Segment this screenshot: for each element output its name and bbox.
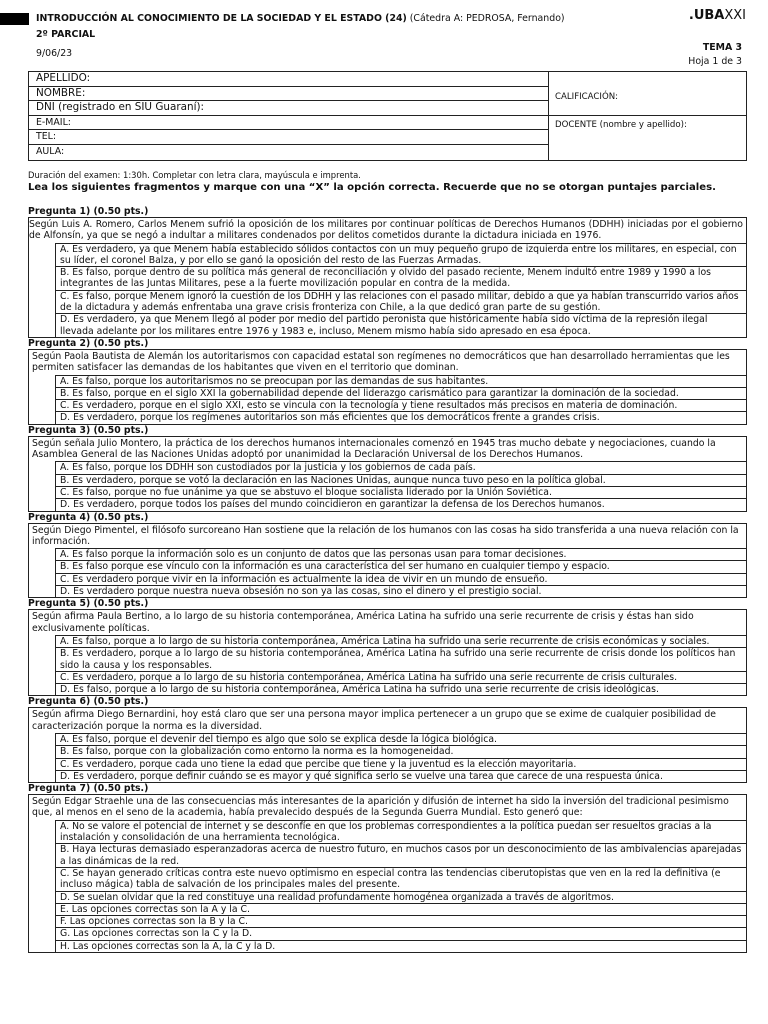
question-box: [28, 217, 747, 338]
option-b[interactable]: B. Es verdadero, porque se votó la declaración en las Naciones Unidas, aunque nunca tuvo peso en la política global.: [55, 474, 746, 486]
question-label: Pregunta 6) (0.50 pts.): [28, 696, 149, 708]
question-label: Pregunta 7) (0.50 pts.): [28, 783, 149, 795]
option-a[interactable]: A. No se valore el potencial de internet y se desconfíe en que los problemas correspondientes a la política puedan ser resueltos gracias a la instalación y consolidación de una herramienta tecnológica.: [55, 820, 746, 844]
option-e[interactable]: E. Las opciones correctas son la A y la C.: [55, 903, 746, 915]
exam-date: 9/06/23: [36, 48, 73, 59]
option-a[interactable]: A. Es falso, porque el devenir del tiempo es algo que solo se explica desde la lógica biológica.: [55, 733, 746, 745]
question-6: [28, 696, 747, 783]
option-a[interactable]: A. Es falso porque la información solo es un conjunto de datos que las personas usan para tomar decisiones.: [55, 548, 746, 560]
option-b[interactable]: B. Haya lecturas demasiado esperanzadoras acerca de nuestro futuro, en muchos casos por un desconocimiento de las ambivalencias aparejadas a las dinámicas de la red.: [55, 843, 746, 867]
option-a[interactable]: A. Es falso, porque los autoritarismos no se preocupan por las demandas de sus habitantes.: [55, 375, 746, 387]
header-black-bar: [0, 13, 29, 25]
question-2: [28, 338, 747, 425]
question-5: [28, 598, 747, 696]
option-c[interactable]: C. Es verdadero, porque a lo largo de su historia contemporánea, América Latina ha sufrido una serie recurrente de crisis culturales.: [55, 671, 746, 683]
field-nombre[interactable]: NOMBRE:: [29, 87, 548, 102]
questions-container: [28, 206, 747, 953]
option-g[interactable]: G. Las opciones correctas son la C y la D.: [55, 927, 746, 939]
question-stem: Según señala Julio Montero, la práctica de los derechos humanos internacionales comenzó en 1945 tras mucho debate y negociaciones, cuando la Asamblea General de las Naciones Unidas adoptó por unanimidad la Declaración Universal de los Derechos Humanos.: [32, 437, 716, 461]
question-label: Pregunta 3) (0.50 pts.): [28, 424, 149, 436]
question-1: [28, 206, 747, 338]
option-d[interactable]: D. Es falso, porque a lo largo de su historia contemporánea, América Latina ha sufrido una serie recurrente de crisis ideológicas.: [55, 683, 746, 695]
question-box: [28, 349, 747, 425]
question-4: [28, 512, 747, 599]
question-stem: Según afirma Paula Bertino, a lo largo de su historia contemporánea, América Latina ha sufrido una serie recurrente de crisis y éstas han sido exclusivamente políticas.: [32, 611, 694, 634]
question-box: [28, 523, 747, 599]
exam-instructions: Lea los siguientes fragmentos y marque con una “X” la opción correcta. Recuerde que no se otorgan puntajes parciales.: [28, 182, 716, 193]
option-c[interactable]: C. Es verdadero porque vivir en la información es actualmente la idea de vivir en un mundo de ensueño.: [55, 573, 746, 585]
option-d[interactable]: D. Es verdadero, porque los regímenes autoritarios son más eficientes que los democráticos frente a grandes crisis.: [55, 411, 746, 423]
option-d[interactable]: D. Es verdadero, porque todos los países del mundo coincidieron en garantizar la defensa de los Derechos humanos.: [55, 498, 746, 510]
question-box: [28, 436, 747, 512]
field-email[interactable]: E-MAIL:: [29, 116, 548, 131]
option-c[interactable]: C. Es verdadero, porque en el siglo XXI, esto se vincula con la tecnología y tiene resultados más precisos en materia de dominación.: [55, 399, 746, 411]
field-apellido[interactable]: APELLIDO:: [29, 72, 548, 87]
question-label: Pregunta 1) (0.50 pts.): [28, 206, 149, 217]
question-stem: Según Paola Bautista de Alemán los autoritarismos con capacidad estatal son regímenes no democráticos que han desarrollado herramientas que les permiten satisfacer las demandas de los habitantes que viven en el territorio que dominan.: [32, 350, 730, 374]
uba-logo: .UBAXXI: [688, 8, 746, 23]
option-c[interactable]: C. Es falso, porque no fue unánime ya que se abstuvo el bloque socialista liderado por la Unión Soviética.: [55, 486, 746, 498]
docente-label: DOCENTE (nombre y apellido):: [555, 120, 687, 130]
option-b[interactable]: B. Es falso, porque con la globalización como entorno la norma es la homogeneidad.: [55, 745, 746, 757]
exam-title: 2º PARCIAL: [36, 29, 96, 40]
option-c[interactable]: C. Es falso, porque Menem ignoró la cuestión de los DDHH y las relaciones con el pasado militar, debido a que ya habían transcurrido varios años de la dictadura y además enfrentaba una grave crisis fronteriza con Chile, a la que dedicó gran parte de su gestión.: [55, 290, 746, 314]
question-label: Pregunta 2) (0.50 pts.): [28, 337, 149, 349]
option-b[interactable]: B. Es falso porque ese vínculo con la información es una característica del ser humano en cualquier tiempo y espacio.: [55, 560, 746, 572]
grading-divider: [548, 115, 746, 116]
field-aula[interactable]: AULA:: [36, 145, 65, 157]
question-label: Pregunta 4) (0.50 pts.): [28, 511, 149, 523]
question-box: [28, 707, 747, 783]
option-d[interactable]: D. Es verdadero porque nuestra nueva obsesión no son ya las cosas, sino el dinero y el prestigio social.: [55, 585, 746, 597]
question-3: [28, 425, 747, 512]
option-d[interactable]: D. Se suelan olvidar que la red constituye una realidad profundamente homogénea organizada a través de algoritmos.: [55, 891, 746, 903]
exam-duration: Duración del examen: 1:30h. Completar con letra clara, mayúscula e imprenta.: [28, 170, 361, 180]
question-7: [28, 783, 747, 953]
question-label: Pregunta 5) (0.50 pts.): [28, 598, 149, 610]
question-box: [28, 609, 747, 696]
question-box: [28, 794, 747, 953]
option-a[interactable]: A. Es verdadero, ya que Menem había establecido sólidos contactos con un muy pequeño grupo de izquierda entre los militares, en especial, con su líder, el coronel Balza, y por ello se ganó la oposición del resto de las Fuerzas Armadas.: [55, 243, 746, 267]
grading-box: [548, 72, 746, 160]
option-h[interactable]: H. Las opciones correctas son la A, la C y la D.: [55, 940, 746, 952]
option-b[interactable]: B. Es falso, porque en el siglo XXI la gobernabilidad depende del liderazgo carismático para garantizar la dominación de la sociedad.: [55, 387, 746, 399]
option-f[interactable]: F. Las opciones correctas son la B y la C.: [55, 915, 746, 927]
option-a[interactable]: A. Es falso, porque los DDHH son custodiados por la justicia y los gobiernos de cada país.: [55, 461, 746, 473]
student-fields: [29, 72, 549, 160]
field-tel[interactable]: TEL:: [29, 130, 548, 145]
question-stem: Según Luis A. Romero, Carlos Menem sufrió la oposición de los militares por continuar políticas de Derechos Humanos (DDHH) iniciadas por el gobierno de Alfonsín, ya que se negó a indultar a militares condenados por delitos cometidos durante la dictadura iniciada en 1976.: [29, 219, 743, 242]
option-a[interactable]: A. Es falso, porque a lo largo de su historia contemporánea, América Latina ha sufrido una serie recurrente de crisis económicas y sociales.: [55, 635, 746, 647]
option-b[interactable]: B. Es verdadero, porque a lo largo de su historia contemporánea, América Latina ha sufrido una serie recurrente de crisis donde los políticos han sido la causa y los responsables.: [55, 647, 746, 671]
question-stem: Según Diego Pimentel, el filósofo surcoreano Han sostiene que la relación de los humanos con las cosas ha sido transferida a una nueva relación con la información.: [32, 524, 739, 547]
tema-label: TEMA 3: [702, 42, 742, 53]
course-title: INTRODUCCIÓN AL CONOCIMIENTO DE LA SOCIEDAD Y EL ESTADO (24) (Cátedra A: PEDROSA, Fernando): [36, 13, 565, 24]
option-b[interactable]: B. Es falso, porque dentro de su política más general de reconciliación y olvido del pasado reciente, Menem indultó entre 1989 y 1990 a los integrantes de las Juntas Militares, pese a la fuerte movilización popular en contra de la medida.: [55, 266, 746, 290]
field-dni[interactable]: DNI (registrado en SIU Guaraní):: [29, 101, 548, 116]
student-info-box: [28, 71, 747, 161]
question-stem: Según afirma Diego Bernardini, hoy está claro que ser una persona mayor implica pertenecer a un grupo que se exime de cualquier posibilidad de caracterización porque la norma es la diversidad.: [32, 709, 716, 732]
option-c[interactable]: C. Se hayan generado críticas contra este nuevo optimismo en especial contra las tendencias ciberutopistas que ven en la red la definitiva (e incluso mágica) tabla de salvación de los principales males del presente.: [55, 867, 746, 891]
option-d[interactable]: D. Es verdadero, ya que Menem llegó al poder por medio del partido peronista que históricamente había sido víctima de la represión ilegal llevada adelante por los militares entre 1976 y 1983 e, incluso, Menem mismo había sido apresado en esa época.: [55, 313, 746, 337]
question-stem: Según Edgar Straehle una de las consecuencias más interesantes de la aparición y difusión de internet ha sido la inversión del tradicional pesimismo que, al menos en el seno de la academia, había prevalecido después de la Segunda Guerra Mundial. Esto generó que:: [32, 796, 729, 819]
calificacion-label: CALIFICACIÓN:: [555, 92, 619, 102]
page-counter: Hoja 1 de 3: [688, 56, 742, 67]
option-c[interactable]: C. Es verdadero, porque cada uno tiene la edad que percibe que tiene y la juventud es la elección mayoritaria.: [55, 758, 746, 770]
option-d[interactable]: D. Es verdadero, porque definir cuándo se es mayor y qué significa serlo se vuelve una tarea que carece de una respuesta única.: [55, 770, 746, 782]
